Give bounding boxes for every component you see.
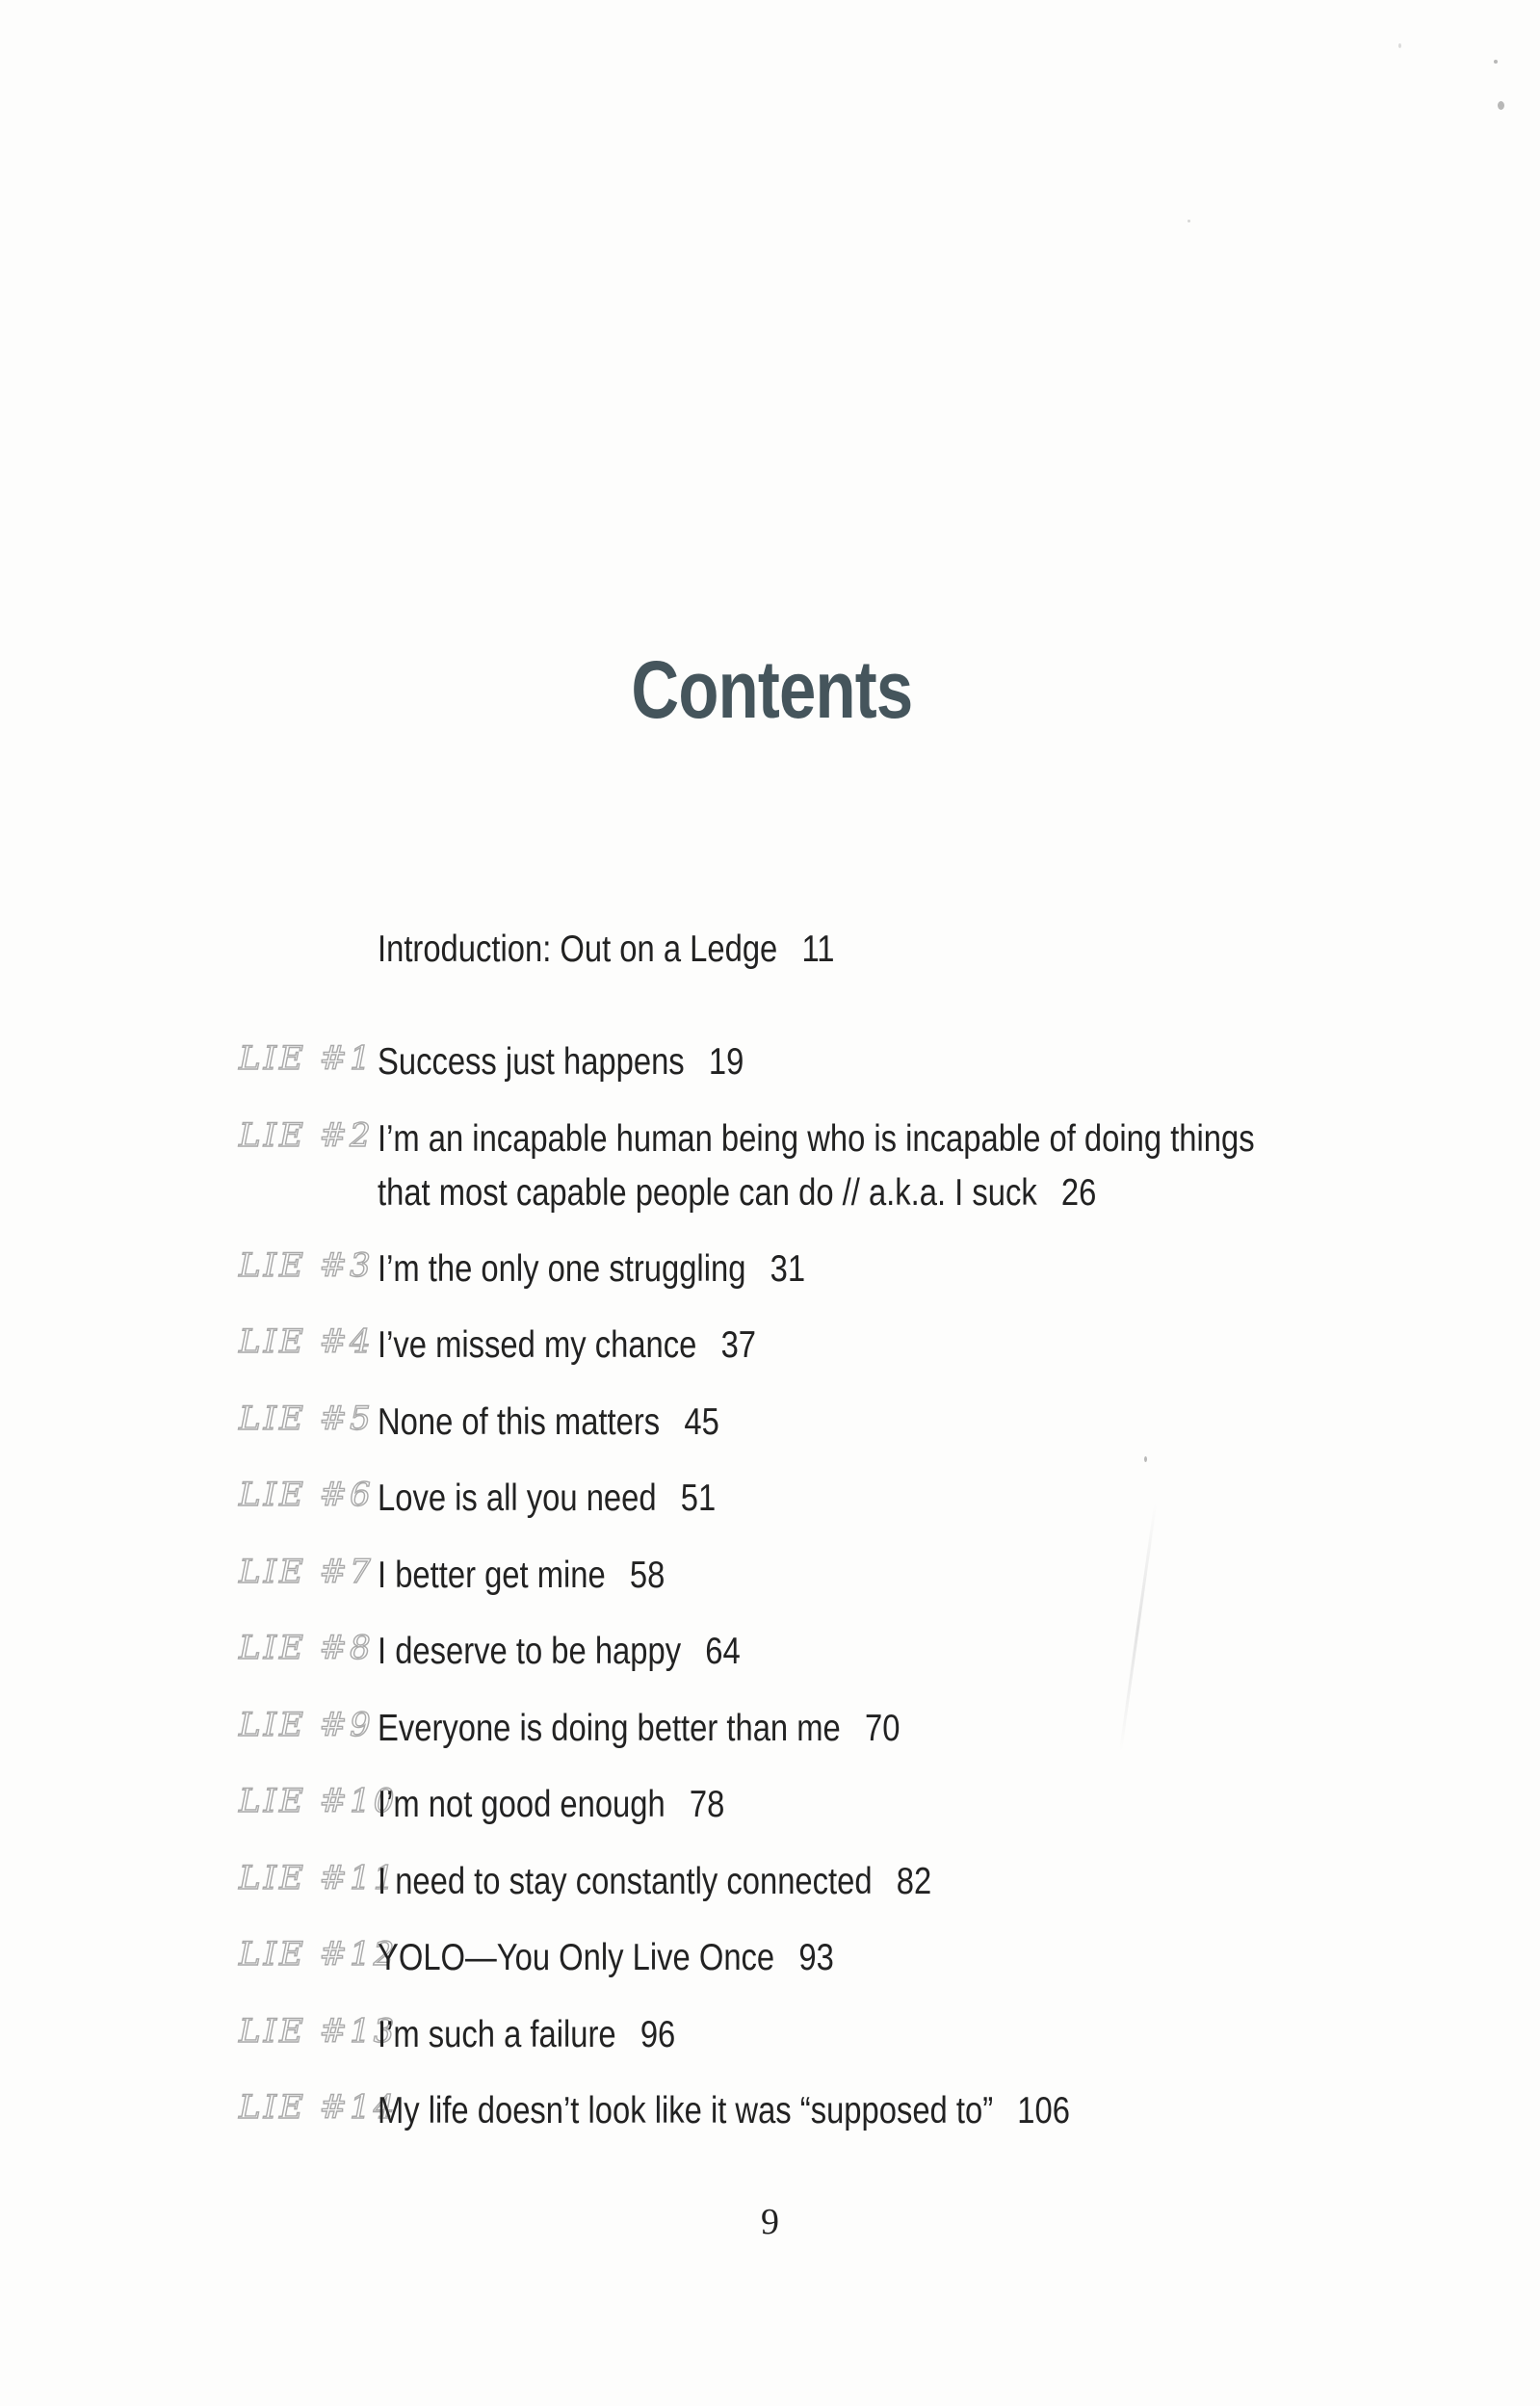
entry-title: YOLO—You Only Live Once: [378, 1937, 775, 1978]
entry-page-number: 64: [705, 1631, 741, 1672]
entry-title: My life doesn’t look like it was “supposed to”: [378, 2090, 994, 2131]
lie-number-label: LIE #3: [239, 1246, 374, 1285]
toc-entry-lie-9[interactable]: [0, 1702, 1540, 1760]
entry-title: I’ve missed my chance: [378, 1324, 697, 1366]
lie-number-label: LIE #2: [239, 1116, 374, 1155]
entry-title: None of this matters: [378, 1401, 661, 1443]
entry-title: I’m not good enough: [378, 1784, 666, 1825]
scan-speck: [1498, 101, 1504, 110]
scan-speck: [1144, 1456, 1147, 1462]
toc-entry-lie-1[interactable]: [0, 1035, 1540, 1093]
toc-entry-lie-10[interactable]: [0, 1778, 1540, 1836]
entry-title: I’m the only one struggling: [378, 1248, 746, 1290]
toc-entry-lie-8[interactable]: [0, 1625, 1540, 1683]
toc-entry-lie-2[interactable]: [0, 1112, 1540, 1224]
lie-number-label: LIE #7: [239, 1553, 374, 1591]
entry-page-number: 19: [708, 1041, 744, 1083]
scan-speck: [1188, 220, 1190, 222]
lie-number-label: LIE #6: [239, 1476, 374, 1514]
scan-speck: [1398, 43, 1401, 48]
toc-entry-lie-13[interactable]: [0, 2008, 1540, 2066]
toc-entry-lie-14[interactable]: [0, 2084, 1540, 2142]
lie-number-label: LIE #8: [239, 1629, 374, 1667]
scan-speck: [1494, 60, 1498, 64]
entry-page-number: 45: [684, 1401, 719, 1443]
entry-title: I deserve to be happy: [378, 1631, 682, 1672]
entry-title: Love is all you need: [378, 1478, 657, 1519]
toc-entry-lie-12[interactable]: [0, 1931, 1540, 1989]
entry-page-number: 106: [1017, 2090, 1070, 2131]
entry-page-number: 82: [896, 1861, 932, 1902]
page-title: Contents: [631, 644, 913, 735]
lie-number-label: LIE #10: [239, 1782, 398, 1820]
entry-page-number: 96: [639, 2014, 676, 2055]
entry-page-number: 26: [1060, 1172, 1097, 1214]
entry-page-number: 58: [629, 1555, 666, 1596]
entry-page-number: 78: [689, 1784, 725, 1825]
lie-number-label: LIE #5: [239, 1399, 374, 1438]
page-number: 9: [761, 2202, 779, 2242]
toc-entry-lie-6[interactable]: [0, 1472, 1540, 1530]
entry-title: I need to stay constantly connected: [378, 1861, 873, 1902]
entry-title: Success just happens: [378, 1041, 685, 1083]
lie-number-label: LIE #4: [239, 1322, 374, 1361]
entry-page-number: 37: [720, 1324, 757, 1366]
entry-title: I better get mine: [378, 1555, 606, 1596]
toc-entry-lie-5[interactable]: [0, 1396, 1540, 1453]
toc-entry-lie-11[interactable]: [0, 1855, 1540, 1913]
lie-number-label: LIE #13: [239, 2012, 398, 2051]
lie-number-label: LIE #11: [239, 1859, 398, 1897]
toc-intro[interactable]: [0, 923, 1540, 981]
lie-number-label: LIE #1: [239, 1039, 374, 1078]
entry-title: Everyone is doing better than me: [378, 1708, 841, 1749]
lie-number-label: LIE #14: [239, 2088, 398, 2127]
entry-title-line-2: that most capable people can do // a.k.a. I suck: [378, 1172, 1037, 1214]
toc-entry-lie-7[interactable]: [0, 1549, 1540, 1607]
toc-entry-lie-3[interactable]: [0, 1242, 1540, 1300]
lie-number-label: LIE #9: [239, 1706, 374, 1744]
lie-number-label: LIE #12: [239, 1935, 398, 1974]
entry-page-number: 11: [801, 928, 835, 970]
entry-title: Introduction: Out on a Ledge: [378, 928, 778, 970]
toc-entry-lie-4[interactable]: [0, 1319, 1540, 1376]
entry-title: I’m such a failure: [378, 2014, 616, 2055]
toc-entry-text: [378, 923, 1194, 977]
entry-page-number: 93: [798, 1937, 834, 1978]
entry-title-line-1: I’m an incapable human being who is incapable of doing things: [378, 1118, 1255, 1160]
entry-page-number: 51: [680, 1478, 717, 1519]
entry-page-number: 31: [770, 1248, 806, 1290]
entry-page-number: 70: [864, 1708, 901, 1749]
